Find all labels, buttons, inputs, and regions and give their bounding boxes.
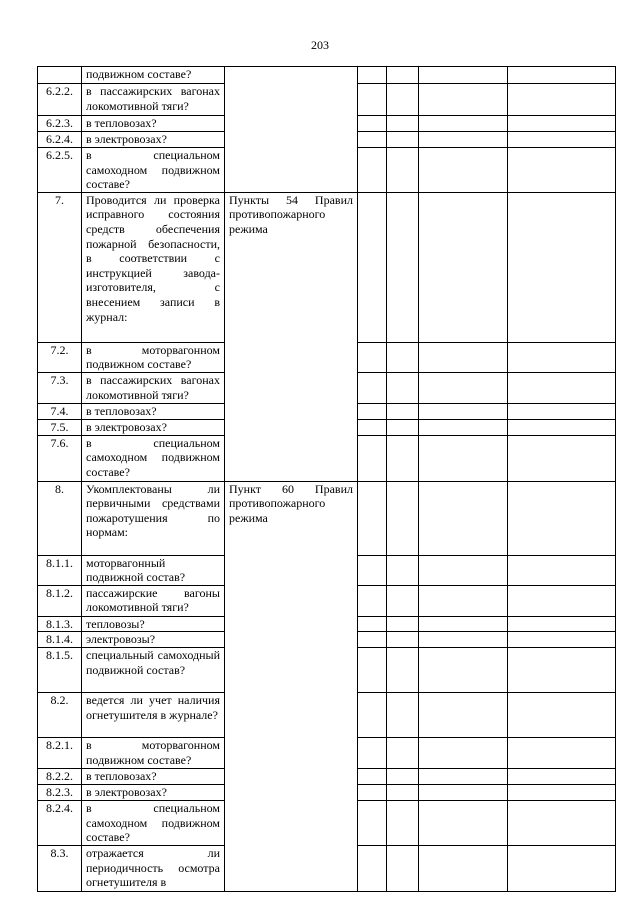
answer-cell bbox=[358, 84, 387, 116]
answer-cell bbox=[508, 693, 616, 738]
question-text: подвижном составе? bbox=[82, 67, 225, 84]
question-text: электровозы? bbox=[82, 632, 225, 648]
row-number: 7.3. bbox=[38, 372, 82, 403]
answer-cell bbox=[419, 419, 508, 435]
question-text: Укомплектованы ли первичными средствами пожаротушения по нормам: bbox=[82, 481, 225, 555]
question-text: ведется ли учет наличия огнетушителя в журнале? bbox=[82, 693, 225, 738]
answer-cell bbox=[387, 192, 419, 342]
answer-cell bbox=[358, 148, 387, 193]
answer-cell bbox=[358, 616, 387, 632]
row-number: 8.1.3. bbox=[38, 616, 82, 632]
answer-cell bbox=[387, 435, 419, 481]
row-number: 8.3. bbox=[38, 845, 82, 891]
answer-cell bbox=[508, 372, 616, 403]
row-number: 6.2.2. bbox=[38, 84, 82, 116]
answer-cell bbox=[419, 555, 508, 585]
question-text: отражается ли периодичность осмотра огнетушителя в bbox=[82, 845, 225, 891]
row-number: 8.2.1. bbox=[38, 738, 82, 769]
answer-cell bbox=[358, 403, 387, 419]
checklist-table bbox=[37, 66, 616, 892]
row-number: 8.1.2. bbox=[38, 585, 82, 616]
answer-cell bbox=[387, 403, 419, 419]
row-number: 8.2. bbox=[38, 693, 82, 738]
answer-cell bbox=[508, 192, 616, 342]
answer-cell bbox=[387, 342, 419, 372]
question-text: в пассажирских вагонах локомотивной тяги? bbox=[82, 372, 225, 403]
answer-cell bbox=[419, 800, 508, 845]
answer-cell bbox=[508, 632, 616, 648]
answer-cell bbox=[419, 435, 508, 481]
answer-cell bbox=[387, 648, 419, 693]
row-number: 8.1.5. bbox=[38, 648, 82, 693]
question-text: в моторвагонном подвижном составе? bbox=[82, 342, 225, 372]
answer-cell bbox=[387, 148, 419, 193]
answer-cell bbox=[387, 419, 419, 435]
answer-cell bbox=[387, 555, 419, 585]
row-number: 8.2.3. bbox=[38, 784, 82, 800]
answer-cell bbox=[358, 769, 387, 785]
row-number bbox=[38, 67, 82, 84]
question-text: в электровозах? bbox=[82, 132, 225, 148]
answer-cell bbox=[419, 192, 508, 342]
answer-cell bbox=[419, 632, 508, 648]
answer-cell bbox=[358, 632, 387, 648]
answer-cell bbox=[358, 481, 387, 555]
question-text: моторвагонный подвижной состав? bbox=[82, 555, 225, 585]
row-number: 7.2. bbox=[38, 342, 82, 372]
answer-cell bbox=[508, 800, 616, 845]
answer-cell bbox=[358, 116, 387, 132]
question-text: в тепловозах? bbox=[82, 116, 225, 132]
answer-cell bbox=[358, 67, 387, 84]
answer-cell bbox=[358, 648, 387, 693]
checklist-rows bbox=[38, 67, 616, 892]
answer-cell bbox=[419, 132, 508, 148]
requirement-reference: Пункт 60 Правил противопожарного режима bbox=[225, 481, 358, 891]
answer-cell bbox=[387, 372, 419, 403]
table-row bbox=[38, 481, 616, 555]
row-number: 7. bbox=[38, 192, 82, 342]
requirement-reference bbox=[225, 67, 358, 193]
answer-cell bbox=[387, 800, 419, 845]
question-text: в специальном самоходном подвижном составе? bbox=[82, 148, 225, 193]
question-text: в моторвагонном подвижном составе? bbox=[82, 738, 225, 769]
answer-cell bbox=[508, 116, 616, 132]
answer-cell bbox=[419, 585, 508, 616]
answer-cell bbox=[419, 481, 508, 555]
answer-cell bbox=[508, 845, 616, 891]
question-text: в пассажирских вагонах локомотивной тяги? bbox=[82, 84, 225, 116]
answer-cell bbox=[508, 67, 616, 84]
question-text: в специальном самоходном подвижном составе? bbox=[82, 435, 225, 481]
answer-cell bbox=[419, 67, 508, 84]
answer-cell bbox=[508, 84, 616, 116]
question-text: в тепловозах? bbox=[82, 769, 225, 785]
row-number: 8.2.2. bbox=[38, 769, 82, 785]
answer-cell bbox=[387, 132, 419, 148]
question-text: Проводится ли проверка исправного состояния средств обеспечения пожарной безопасности, в соответствии с инструкцией завода-изготовителя, с внесением записи в журнал: bbox=[82, 192, 225, 342]
requirement-reference: Пункты 54 Правил противопожарного режима bbox=[225, 192, 358, 481]
question-text: специальный самоходный подвижной состав? bbox=[82, 648, 225, 693]
answer-cell bbox=[358, 693, 387, 738]
answer-cell bbox=[358, 435, 387, 481]
answer-cell bbox=[419, 769, 508, 785]
question-text: пассажирские вагоны локомотивной тяги? bbox=[82, 585, 225, 616]
answer-cell bbox=[387, 845, 419, 891]
answer-cell bbox=[358, 192, 387, 342]
answer-cell bbox=[508, 435, 616, 481]
page-number: 203 bbox=[311, 38, 329, 52]
answer-cell bbox=[358, 784, 387, 800]
answer-cell bbox=[419, 648, 508, 693]
question-text: в тепловозах? bbox=[82, 403, 225, 419]
answer-cell bbox=[419, 372, 508, 403]
question-text: в специальном самоходном подвижном составе? bbox=[82, 800, 225, 845]
table-row bbox=[38, 67, 616, 84]
row-number: 6.2.4. bbox=[38, 132, 82, 148]
answer-cell bbox=[508, 148, 616, 193]
row-number: 8.1.1. bbox=[38, 555, 82, 585]
answer-cell bbox=[358, 372, 387, 403]
answer-cell bbox=[419, 342, 508, 372]
answer-cell bbox=[508, 784, 616, 800]
answer-cell bbox=[508, 738, 616, 769]
answer-cell bbox=[508, 769, 616, 785]
answer-cell bbox=[419, 616, 508, 632]
answer-cell bbox=[419, 784, 508, 800]
answer-cell bbox=[358, 738, 387, 769]
answer-cell bbox=[387, 738, 419, 769]
answer-cell bbox=[419, 116, 508, 132]
answer-cell bbox=[387, 67, 419, 84]
answer-cell bbox=[508, 555, 616, 585]
answer-cell bbox=[419, 738, 508, 769]
answer-cell bbox=[358, 845, 387, 891]
answer-cell bbox=[508, 132, 616, 148]
row-number: 8.2.4. bbox=[38, 800, 82, 845]
answer-cell bbox=[508, 648, 616, 693]
answer-cell bbox=[508, 616, 616, 632]
row-number: 7.6. bbox=[38, 435, 82, 481]
answer-cell bbox=[419, 845, 508, 891]
row-number: 6.2.3. bbox=[38, 116, 82, 132]
question-text: в электровозах? bbox=[82, 419, 225, 435]
answer-cell bbox=[387, 632, 419, 648]
answer-cell bbox=[358, 555, 387, 585]
answer-cell bbox=[358, 419, 387, 435]
question-text: тепловозы? bbox=[82, 616, 225, 632]
answer-cell bbox=[508, 419, 616, 435]
answer-cell bbox=[387, 116, 419, 132]
answer-cell bbox=[419, 84, 508, 116]
row-number: 6.2.5. bbox=[38, 148, 82, 193]
answer-cell bbox=[387, 84, 419, 116]
checklist-table-container bbox=[37, 66, 615, 890]
answer-cell bbox=[358, 132, 387, 148]
answer-cell bbox=[508, 481, 616, 555]
row-number: 7.5. bbox=[38, 419, 82, 435]
table-row bbox=[38, 192, 616, 342]
answer-cell bbox=[508, 342, 616, 372]
answer-cell bbox=[358, 342, 387, 372]
row-number: 8.1.4. bbox=[38, 632, 82, 648]
answer-cell bbox=[508, 403, 616, 419]
answer-cell bbox=[387, 784, 419, 800]
answer-cell bbox=[387, 481, 419, 555]
answer-cell bbox=[419, 403, 508, 419]
answer-cell bbox=[358, 585, 387, 616]
answer-cell bbox=[358, 800, 387, 845]
answer-cell bbox=[387, 616, 419, 632]
row-number: 8. bbox=[38, 481, 82, 555]
answer-cell bbox=[419, 148, 508, 193]
answer-cell bbox=[508, 585, 616, 616]
row-number: 7.4. bbox=[38, 403, 82, 419]
question-text: в электровозах? bbox=[82, 784, 225, 800]
answer-cell bbox=[387, 693, 419, 738]
answer-cell bbox=[419, 693, 508, 738]
answer-cell bbox=[387, 769, 419, 785]
answer-cell bbox=[387, 585, 419, 616]
